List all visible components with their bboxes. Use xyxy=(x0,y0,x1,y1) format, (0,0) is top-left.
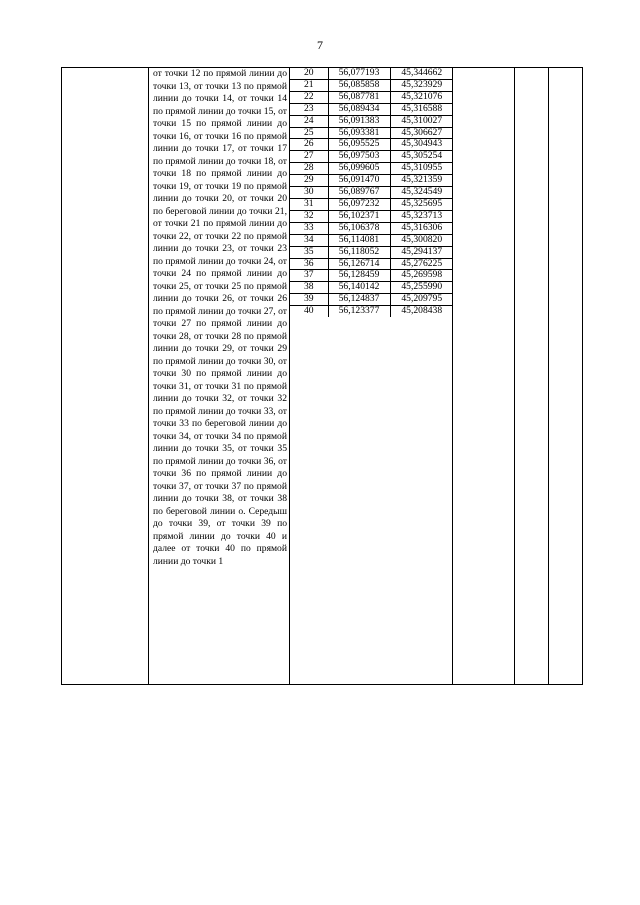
point-latitude: 56,118052 xyxy=(328,246,390,258)
point-number: 38 xyxy=(290,282,328,294)
point-row xyxy=(290,282,453,294)
point-longitude: 45,310955 xyxy=(390,163,453,175)
point-row xyxy=(290,139,453,151)
route-description: от точки 12 по прямой линии до точки 13, от точки 13 по прямой линии до точки 14, от точки 14 по прямой линии до точки 15, от точки 15 по прямой линии до точки 16, от точки 16 по прямой линии до точки 17, от точки 17 по прямой линии до точки 18, от точки 18 по прямой линии до точки 19, от точки 19 по прямой линии до точки 20, от точки 20 по береговой линии до точки 21, от точки 21 по прямой линии до точки 22, от точки 22 по прямой линии до точки 23, от точки 23 по прямой линии до точки 24, от точки 24 по прямой линии до точки 25, от точки 25 по прямой линии до точки 26, от точки 26 по прямой линии до точки 27, от точки 27 по прямой линии до точки 28, от точки 28 по прямой линии до точки 29, от точки 29 по прямой линии до точки 30, от точки 30 по прямой линии до точки 31, от точки 31 по прямой линии до точки 32, от точки 32 по прямой линии до точки 33, от точки 33 по береговой линии до точки 34, от точки 34 по прямой линии до точки 35, от точки 35 по прямой линии до точки 36, от точки 36 по прямой линии до точки 37, от точки 37 по прямой линии до точки 38, от точки 38 по береговой линии о. Середыш до точки 39, от точки 39 по прямой линии до точки 40 и далее от точки 40 по прямой линии до точки 1 xyxy=(149,68,290,685)
point-number: 36 xyxy=(290,258,328,270)
point-number: 32 xyxy=(290,210,328,222)
point-row xyxy=(290,270,453,282)
point-row xyxy=(290,68,453,79)
point-number: 21 xyxy=(290,79,328,91)
point-number: 23 xyxy=(290,103,328,115)
point-row xyxy=(290,151,453,163)
point-number: 39 xyxy=(290,294,328,306)
point-latitude: 56,077193 xyxy=(328,68,390,79)
point-row xyxy=(290,258,453,270)
point-number: 34 xyxy=(290,234,328,246)
point-longitude: 45,324549 xyxy=(390,187,453,199)
point-longitude: 45,323713 xyxy=(390,210,453,222)
point-row xyxy=(290,127,453,139)
point-row xyxy=(290,163,453,175)
coordinates-cell xyxy=(290,68,453,685)
point-number: 31 xyxy=(290,198,328,210)
point-latitude: 56,123377 xyxy=(328,306,390,317)
point-longitude: 45,300820 xyxy=(390,234,453,246)
point-number: 40 xyxy=(303,305,314,317)
point-number: 25 xyxy=(290,127,328,139)
point-longitude: 45,294137 xyxy=(390,246,453,258)
point-longitude: 45,321359 xyxy=(390,175,453,187)
page-number: 7 xyxy=(317,38,323,52)
point-longitude: 45,209795 xyxy=(390,294,453,306)
point-number: 27 xyxy=(290,151,328,163)
point-row xyxy=(290,198,453,210)
point-row xyxy=(290,187,453,199)
point-number: 35 xyxy=(290,246,328,258)
empty-cell-first xyxy=(62,68,149,685)
point-longitude: 45,310027 xyxy=(390,115,453,127)
point-longitude: 45,321076 xyxy=(390,91,453,103)
point-latitude: 56,093381 xyxy=(328,127,390,139)
boundary-table xyxy=(61,67,583,685)
point-longitude: 45,304943 xyxy=(390,139,453,151)
point-latitude: 56,099605 xyxy=(328,163,390,175)
point-latitude: 56,089767 xyxy=(328,187,390,199)
point-latitude: 56,140142 xyxy=(328,282,390,294)
point-latitude: 56,114081 xyxy=(328,234,390,246)
point-latitude: 56,102371 xyxy=(328,210,390,222)
point-longitude: 45,269598 xyxy=(390,270,453,282)
point-row xyxy=(290,306,453,317)
point-longitude: 45,208438 xyxy=(390,306,453,317)
point-row xyxy=(290,115,453,127)
point-longitude: 45,344662 xyxy=(390,68,453,79)
point-row xyxy=(290,234,453,246)
point-row xyxy=(290,103,453,115)
point-longitude: 45,325695 xyxy=(390,198,453,210)
point-row xyxy=(290,79,453,91)
point-number: 24 xyxy=(290,115,328,127)
point-row xyxy=(290,222,453,234)
point-number: 29 xyxy=(290,175,328,187)
point-row xyxy=(290,210,453,222)
point-latitude: 56,097503 xyxy=(328,151,390,163)
point-longitude: 45,306627 xyxy=(390,127,453,139)
point-latitude: 56,085858 xyxy=(328,79,390,91)
point-latitude: 56,128459 xyxy=(328,270,390,282)
point-latitude: 56,124837 xyxy=(328,294,390,306)
point-number: 30 xyxy=(290,187,328,199)
point-row xyxy=(290,294,453,306)
point-longitude: 45,323929 xyxy=(390,79,453,91)
point-latitude: 56,087781 xyxy=(328,91,390,103)
point-number: 26 xyxy=(290,139,328,151)
point-number: 20 xyxy=(290,68,328,79)
point-latitude: 56,091470 xyxy=(328,175,390,187)
empty-cell-a xyxy=(453,68,515,685)
point-latitude: 56,106378 xyxy=(328,222,390,234)
point-row xyxy=(290,91,453,103)
point-number: 22 xyxy=(290,91,328,103)
point-latitude: 56,091383 xyxy=(328,115,390,127)
point-longitude: 45,316588 xyxy=(390,103,453,115)
point-latitude: 56,095525 xyxy=(328,139,390,151)
point-number: 37 xyxy=(290,270,328,282)
point-longitude: 45,255990 xyxy=(390,282,453,294)
empty-cell-b xyxy=(515,68,549,685)
point-latitude: 56,097232 xyxy=(328,198,390,210)
empty-cell-c xyxy=(549,68,583,685)
point-latitude: 56,089434 xyxy=(328,103,390,115)
point-number: 33 xyxy=(290,222,328,234)
point-number: 28 xyxy=(290,163,328,175)
point-longitude: 45,305254 xyxy=(390,151,453,163)
point-latitude: 56,126714 xyxy=(328,258,390,270)
point-longitude: 45,276225 xyxy=(390,258,453,270)
points-table xyxy=(290,68,453,317)
point-row xyxy=(290,246,453,258)
point-longitude: 45,316306 xyxy=(390,222,453,234)
point-row xyxy=(290,175,453,187)
